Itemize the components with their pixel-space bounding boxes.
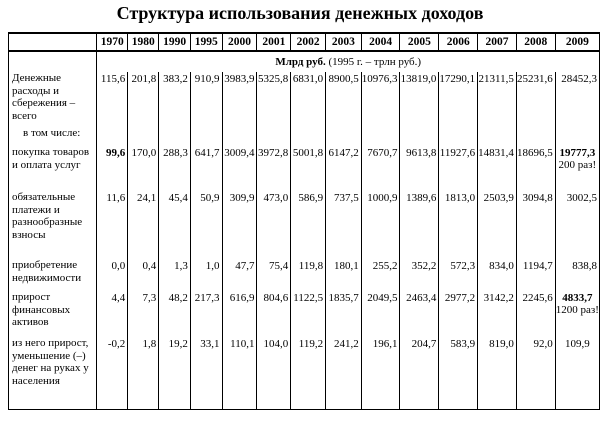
table-cell: 3983,9 bbox=[222, 72, 257, 127]
table-cell: 0,0 bbox=[97, 259, 128, 291]
table-cell bbox=[190, 127, 222, 146]
table-cell: 288,3 bbox=[159, 146, 191, 191]
table-cell: 5325,8 bbox=[257, 72, 291, 127]
table-cell bbox=[555, 146, 599, 191]
table-cell: 24,1 bbox=[128, 191, 159, 259]
table-cell: 586,9 bbox=[291, 191, 326, 259]
table-cell bbox=[516, 127, 555, 146]
table-cell: 583,9 bbox=[439, 337, 478, 409]
table-cell: 804,6 bbox=[257, 291, 291, 337]
table-cell bbox=[222, 127, 257, 146]
table-cell: 21311,5 bbox=[478, 72, 517, 127]
growth-note: 1200 раз! bbox=[555, 304, 599, 316]
unit-row bbox=[9, 51, 600, 72]
table-cell: -0,2 bbox=[97, 337, 128, 409]
table-cell: 50,9 bbox=[190, 191, 222, 259]
table-cell: 6831,0 bbox=[291, 72, 326, 127]
table-cell: 241,2 bbox=[326, 337, 362, 409]
table-cell: 119,8 bbox=[291, 259, 326, 291]
table-cell: 47,7 bbox=[222, 259, 257, 291]
row-label: из него прирост, уменьшение (–) денег на руках у населения bbox=[9, 337, 97, 409]
table-cell: 2245,6 bbox=[516, 291, 555, 337]
table-row bbox=[9, 259, 600, 291]
table-cell: 1000,9 bbox=[361, 191, 400, 259]
table-cell: 3142,2 bbox=[478, 291, 517, 337]
table-cell: 170,0 bbox=[128, 146, 159, 191]
table-cell bbox=[326, 127, 362, 146]
year-header: 1990 bbox=[159, 33, 191, 51]
table-cell: 99,6 bbox=[97, 146, 128, 191]
table-cell bbox=[361, 127, 400, 146]
table-row bbox=[9, 291, 600, 337]
row-label: Денежные расходы и сбережения – всего bbox=[9, 72, 97, 127]
table-cell: 819,0 bbox=[478, 337, 517, 409]
table-cell bbox=[400, 127, 439, 146]
table-cell bbox=[555, 127, 599, 146]
table-cell bbox=[478, 127, 517, 146]
table-cell: 641,7 bbox=[190, 146, 222, 191]
table-row bbox=[9, 146, 600, 191]
table-cell: 2049,5 bbox=[361, 291, 400, 337]
table-cell: 3009,4 bbox=[222, 146, 257, 191]
table-cell: 1813,0 bbox=[439, 191, 478, 259]
table-cell bbox=[97, 127, 128, 146]
table-cell: 838,8 bbox=[555, 259, 599, 291]
table-cell: 109,9 bbox=[555, 337, 599, 409]
year-header: 2004 bbox=[361, 33, 400, 51]
row-label: в том числе: bbox=[9, 127, 97, 146]
year-header: 2006 bbox=[439, 33, 478, 51]
year-header-row bbox=[9, 33, 600, 51]
table-cell: 1,0 bbox=[190, 259, 222, 291]
year-header: 1980 bbox=[128, 33, 159, 51]
unit-caption bbox=[97, 51, 600, 72]
year-header: 2008 bbox=[516, 33, 555, 51]
table-cell: 75,4 bbox=[257, 259, 291, 291]
year-header: 1970 bbox=[97, 33, 128, 51]
table-cell: 180,1 bbox=[326, 259, 362, 291]
table-cell: 201,8 bbox=[128, 72, 159, 127]
table-cell: 2977,2 bbox=[439, 291, 478, 337]
table-row bbox=[9, 127, 600, 146]
table-cell: 910,9 bbox=[190, 72, 222, 127]
table-cell: 1835,7 bbox=[326, 291, 362, 337]
table-cell: 4,4 bbox=[97, 291, 128, 337]
table-cell: 115,6 bbox=[97, 72, 128, 127]
table-cell: 352,2 bbox=[400, 259, 439, 291]
table-cell: 11927,6 bbox=[439, 146, 478, 191]
table-cell bbox=[291, 127, 326, 146]
unit-caption-note: (1995 г. – трлн руб.) bbox=[328, 56, 422, 68]
table-cell: 217,3 bbox=[190, 291, 222, 337]
unit-caption-main: Млрд руб. bbox=[275, 56, 326, 68]
table-cell: 19,2 bbox=[159, 337, 191, 409]
table-cell: 383,2 bbox=[159, 72, 191, 127]
table-cell: 18696,5 bbox=[516, 146, 555, 191]
table-cell: 7670,7 bbox=[361, 146, 400, 191]
table-cell bbox=[439, 127, 478, 146]
table-cell: 0,4 bbox=[128, 259, 159, 291]
table-cell: 104,0 bbox=[257, 337, 291, 409]
growth-note: 200 раз! bbox=[558, 159, 597, 171]
year-header: 1995 bbox=[190, 33, 222, 51]
row-label: приобретение недвижимости bbox=[9, 259, 97, 291]
table-cell: 196,1 bbox=[361, 337, 400, 409]
table-cell: 473,0 bbox=[257, 191, 291, 259]
table-cell: 8900,5 bbox=[326, 72, 362, 127]
table-cell: 737,5 bbox=[326, 191, 362, 259]
table-cell: 1194,7 bbox=[516, 259, 555, 291]
table-cell: 17290,1 bbox=[439, 72, 478, 127]
highlight-value: 19777,3 bbox=[559, 147, 596, 159]
table-row bbox=[9, 337, 600, 409]
header-label-cell bbox=[9, 33, 97, 51]
table-cell: 1,8 bbox=[128, 337, 159, 409]
table-row bbox=[9, 191, 600, 259]
table-cell: 3972,8 bbox=[257, 146, 291, 191]
table-cell: 13819,0 bbox=[400, 72, 439, 127]
table-cell bbox=[555, 291, 599, 337]
table-cell: 2503,9 bbox=[478, 191, 517, 259]
table-cell bbox=[159, 127, 191, 146]
table-cell: 572,3 bbox=[439, 259, 478, 291]
table-cell: 204,7 bbox=[400, 337, 439, 409]
table-cell: 5001,8 bbox=[291, 146, 326, 191]
table-cell: 1,3 bbox=[159, 259, 191, 291]
table-cell: 110,1 bbox=[222, 337, 257, 409]
year-header: 2002 bbox=[291, 33, 326, 51]
table-cell: 14831,4 bbox=[478, 146, 517, 191]
table-cell: 48,2 bbox=[159, 291, 191, 337]
table-cell: 255,2 bbox=[361, 259, 400, 291]
table-cell: 92,0 bbox=[516, 337, 555, 409]
year-header: 2009 bbox=[555, 33, 599, 51]
year-header: 2001 bbox=[257, 33, 291, 51]
page-title: Структура использования денежных доходов bbox=[116, 3, 484, 23]
table-cell: 616,9 bbox=[222, 291, 257, 337]
table-cell: 1389,6 bbox=[400, 191, 439, 259]
table-cell: 309,9 bbox=[222, 191, 257, 259]
highlight-value: 4833,7 bbox=[562, 292, 593, 304]
income-structure-table bbox=[8, 32, 600, 410]
row-label: прирост финансовых активов bbox=[9, 291, 97, 337]
table-cell: 3002,5 bbox=[555, 191, 599, 259]
table-cell: 28452,3 bbox=[555, 72, 599, 127]
table-cell bbox=[128, 127, 159, 146]
table-cell: 25231,6 bbox=[516, 72, 555, 127]
table-cell: 9613,8 bbox=[400, 146, 439, 191]
table-cell: 1122,5 bbox=[291, 291, 326, 337]
table-cell: 7,3 bbox=[128, 291, 159, 337]
year-header: 2000 bbox=[222, 33, 257, 51]
table-cell: 2463,4 bbox=[400, 291, 439, 337]
row-label: покупка товаров и оплата услуг bbox=[9, 146, 97, 191]
table-cell: 834,0 bbox=[478, 259, 517, 291]
table-cell: 6147,2 bbox=[326, 146, 362, 191]
year-header: 2007 bbox=[478, 33, 517, 51]
table-cell: 33,1 bbox=[190, 337, 222, 409]
year-header: 2003 bbox=[326, 33, 362, 51]
unit-label-cell bbox=[9, 51, 97, 72]
table-cell: 45,4 bbox=[159, 191, 191, 259]
row-label: обязательные платежи и разнообразные взносы bbox=[9, 191, 97, 259]
table-cell: 10976,3 bbox=[361, 72, 400, 127]
table-cell: 11,6 bbox=[97, 191, 128, 259]
table-cell: 3094,8 bbox=[516, 191, 555, 259]
table-row bbox=[9, 72, 600, 127]
table-cell bbox=[257, 127, 291, 146]
year-header: 2005 bbox=[400, 33, 439, 51]
table-cell: 119,2 bbox=[291, 337, 326, 409]
